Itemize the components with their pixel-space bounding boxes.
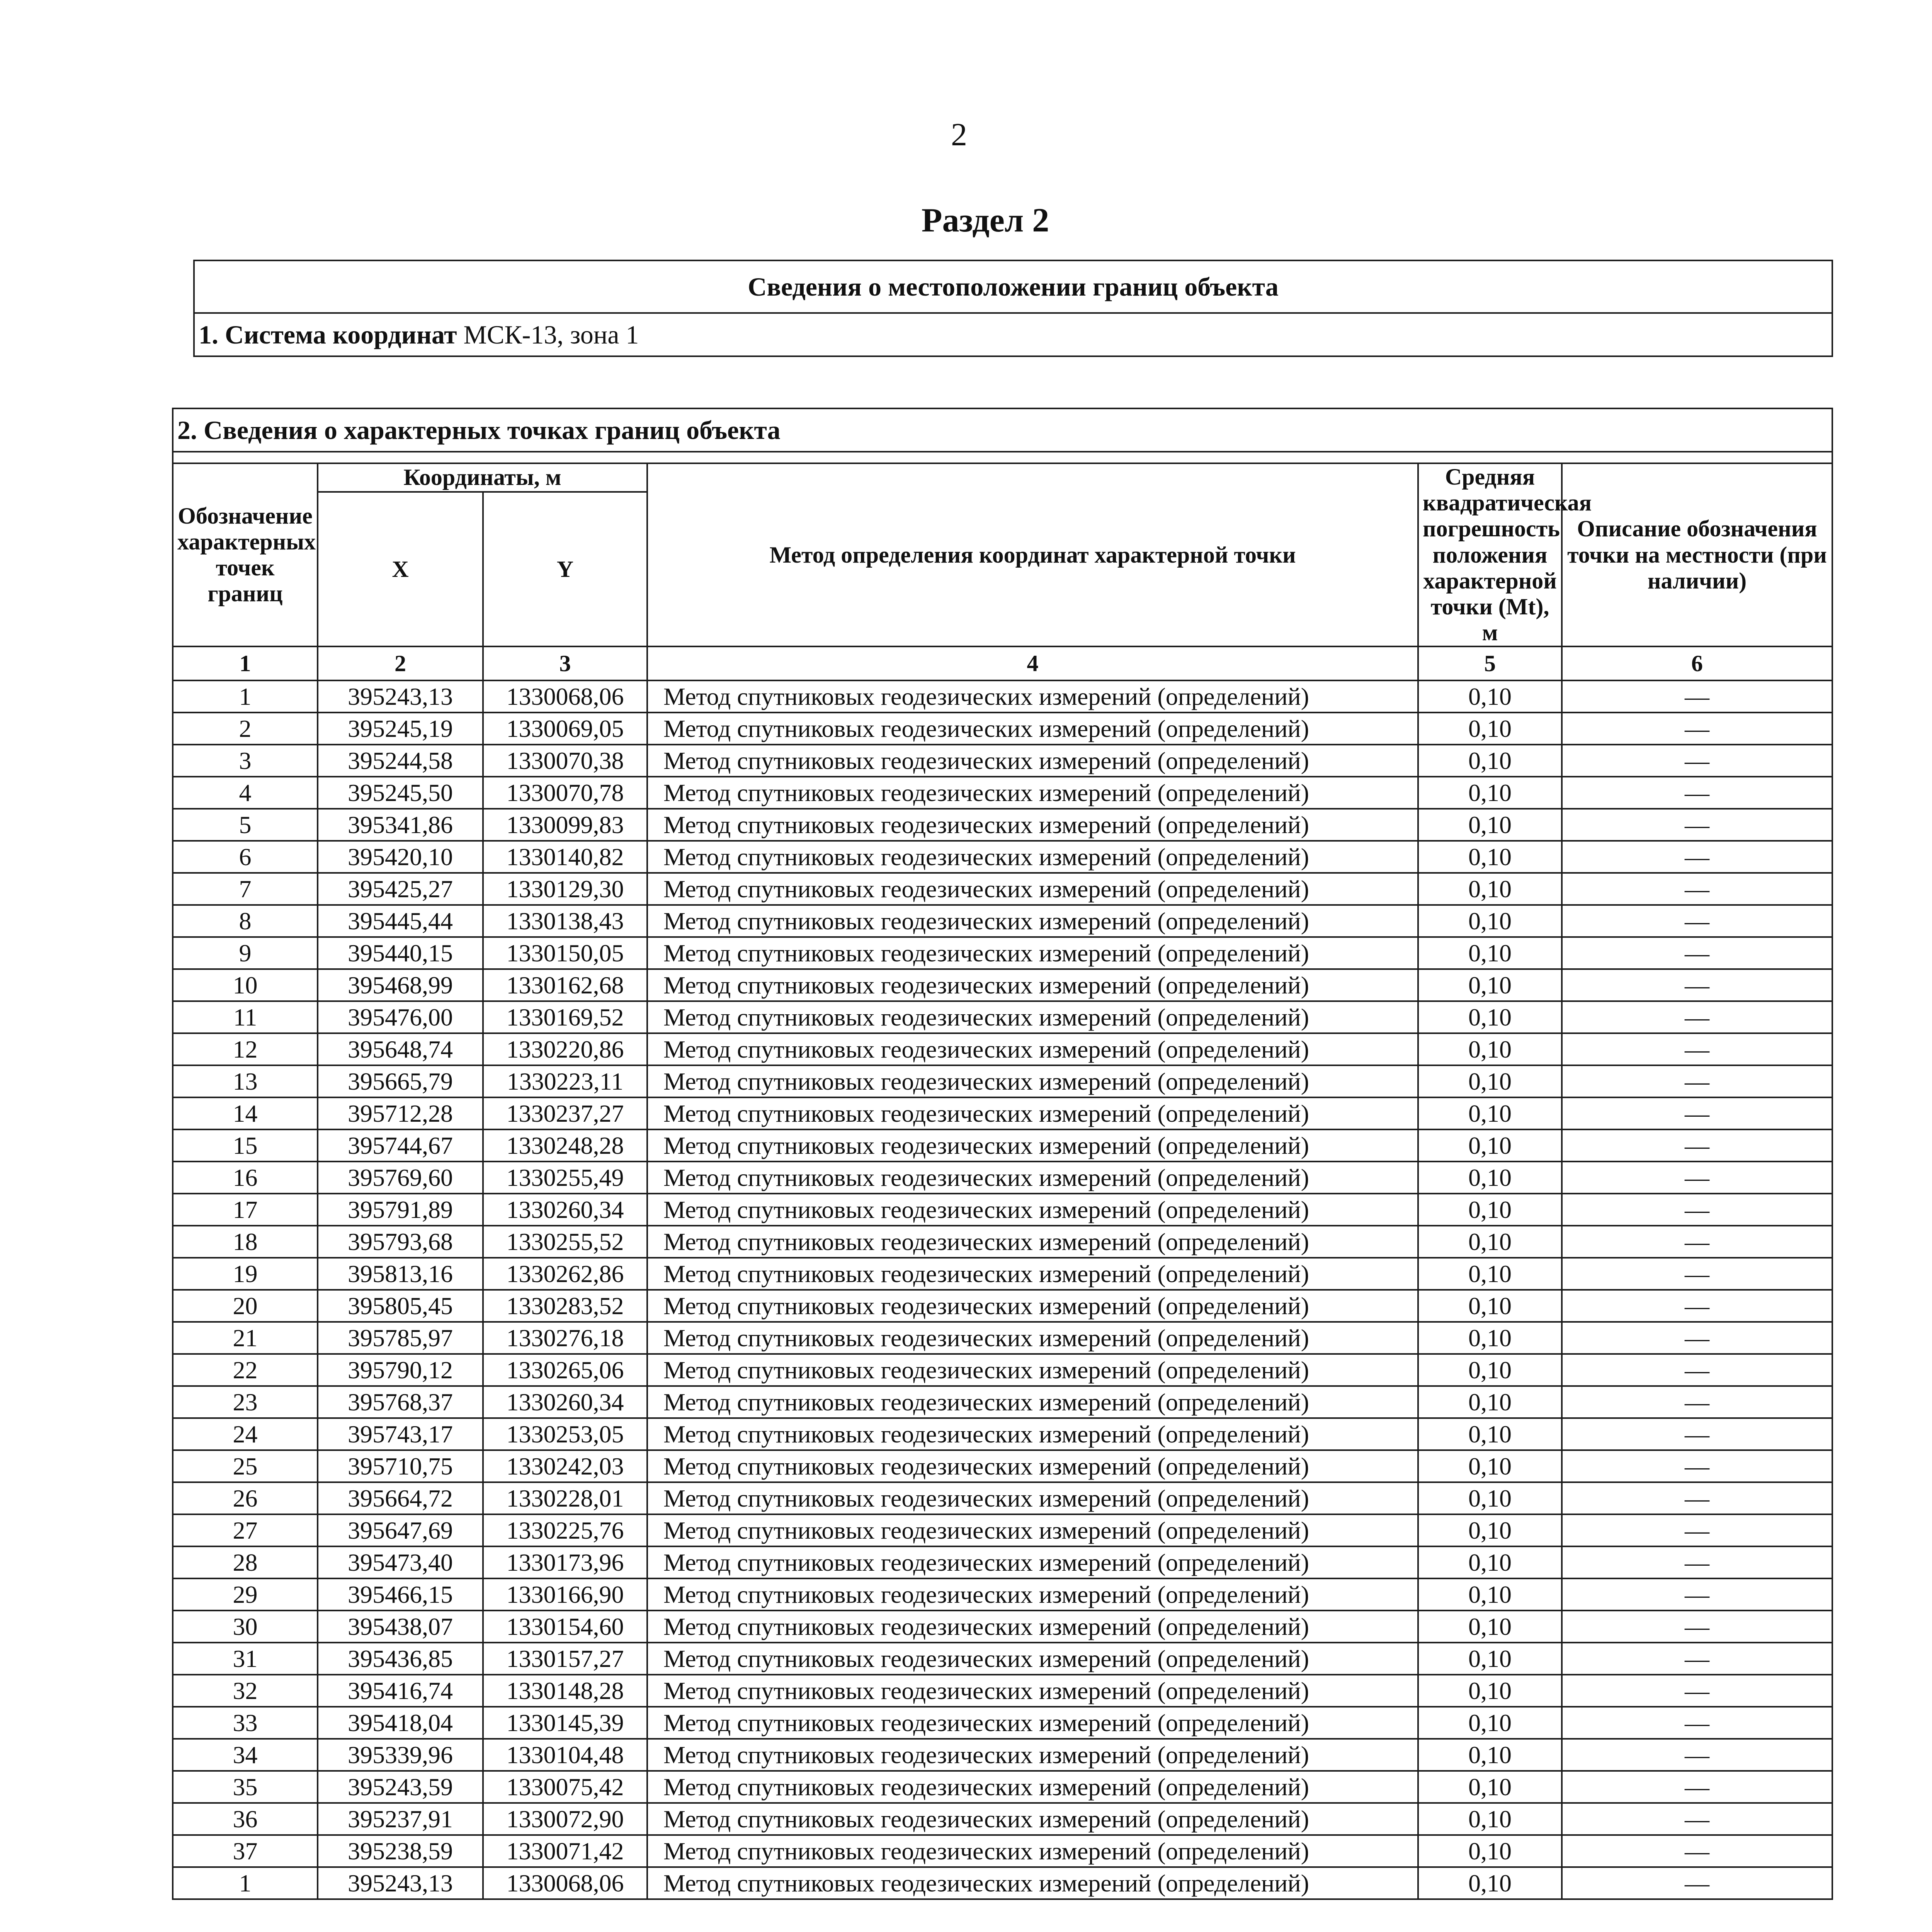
point-number: 34	[173, 1739, 318, 1771]
column-number: 5	[1418, 646, 1562, 680]
point-number: 36	[173, 1803, 318, 1835]
point-y: 1330140,82	[483, 841, 647, 873]
point-number: 29	[173, 1578, 318, 1611]
table-row	[173, 1129, 1832, 1162]
table-row	[173, 745, 1832, 777]
point-y: 1330138,43	[483, 905, 647, 937]
point-x: 395805,45	[318, 1290, 483, 1322]
point-error: 0,10	[1418, 937, 1562, 969]
table-row	[173, 1514, 1832, 1546]
point-description: —	[1562, 745, 1832, 777]
header-coords: Координаты, м	[318, 463, 647, 492]
table-row	[173, 1643, 1832, 1675]
point-x: 395468,99	[318, 969, 483, 1001]
point-description: —	[1562, 1258, 1832, 1290]
point-method: Метод спутниковых геодезических измерений (определений)	[647, 1001, 1418, 1033]
table-row	[173, 1162, 1832, 1194]
table-title: Сведения о местоположении границ объекта	[194, 260, 1832, 313]
point-x: 395769,60	[318, 1162, 483, 1194]
point-method: Метод спутниковых геодезических измерений (определений)	[647, 1033, 1418, 1065]
column-number: 4	[647, 646, 1418, 680]
header-x: X	[318, 492, 483, 646]
point-method: Метод спутниковых геодезических измерений (определений)	[647, 1065, 1418, 1097]
point-error: 0,10	[1418, 1739, 1562, 1771]
point-y: 1330220,86	[483, 1033, 647, 1065]
point-number: 12	[173, 1033, 318, 1065]
table-row	[173, 1803, 1832, 1835]
point-error: 0,10	[1418, 1194, 1562, 1226]
point-description: —	[1562, 1514, 1832, 1546]
header-error: Средняя квадратическая погрешность положения характерной точки (Mt), м	[1418, 463, 1562, 646]
point-number: 10	[173, 969, 318, 1001]
point-error: 0,10	[1418, 1258, 1562, 1290]
table-row	[173, 680, 1832, 713]
point-description: —	[1562, 1097, 1832, 1129]
point-error: 0,10	[1418, 1065, 1562, 1097]
point-method: Метод спутниковых геодезических измерений (определений)	[647, 1322, 1418, 1354]
point-number: 19	[173, 1258, 318, 1290]
point-y: 1330104,48	[483, 1739, 647, 1771]
point-error: 0,10	[1418, 1450, 1562, 1482]
point-y: 1330228,01	[483, 1482, 647, 1514]
table-row	[173, 1033, 1832, 1065]
point-error: 0,10	[1418, 905, 1562, 937]
table-row	[173, 841, 1832, 873]
point-error: 0,10	[1418, 1226, 1562, 1258]
point-number: 5	[173, 809, 318, 841]
coord-system-row	[194, 313, 1832, 356]
point-method: Метод спутниковых геодезических измерений (определений)	[647, 1675, 1418, 1707]
point-method: Метод спутниковых геодезических измерений (определений)	[647, 1194, 1418, 1226]
point-method: Метод спутниковых геодезических измерений (определений)	[647, 713, 1418, 745]
point-description: —	[1562, 1771, 1832, 1803]
point-x: 395744,67	[318, 1129, 483, 1162]
point-number: 6	[173, 841, 318, 873]
point-error: 0,10	[1418, 1675, 1562, 1707]
point-x: 395768,37	[318, 1386, 483, 1418]
point-error: 0,10	[1418, 1514, 1562, 1546]
point-x: 395710,75	[318, 1450, 483, 1482]
point-y: 1330072,90	[483, 1803, 647, 1835]
point-error: 0,10	[1418, 1611, 1562, 1643]
point-method: Метод спутниковых геодезических измерений (определений)	[647, 1450, 1418, 1482]
point-y: 1330150,05	[483, 937, 647, 969]
point-x: 395785,97	[318, 1322, 483, 1354]
point-method: Метод спутниковых геодезических измерений (определений)	[647, 841, 1418, 873]
point-y: 1330255,49	[483, 1162, 647, 1194]
point-number: 8	[173, 905, 318, 937]
point-number: 37	[173, 1835, 318, 1867]
point-x: 395813,16	[318, 1258, 483, 1290]
point-number: 14	[173, 1097, 318, 1129]
point-number: 25	[173, 1450, 318, 1482]
point-y: 1330129,30	[483, 873, 647, 905]
point-method: Метод спутниковых геодезических измерений (определений)	[647, 745, 1418, 777]
header-designation: Обозначение характерных точек границ	[173, 463, 318, 646]
point-y: 1330262,86	[483, 1258, 647, 1290]
section-title: Раздел 2	[921, 202, 1049, 239]
point-number: 1	[173, 680, 318, 713]
point-error: 0,10	[1418, 1482, 1562, 1514]
point-x: 395244,58	[318, 745, 483, 777]
point-description: —	[1562, 905, 1832, 937]
point-x: 395647,69	[318, 1514, 483, 1546]
table-row	[173, 1001, 1832, 1033]
point-description: —	[1562, 1611, 1832, 1643]
table-row	[173, 969, 1832, 1001]
table-row	[173, 1418, 1832, 1450]
point-method: Метод спутниковых геодезических измерений (определений)	[647, 1835, 1418, 1867]
point-description: —	[1562, 1322, 1832, 1354]
point-description: —	[1562, 809, 1832, 841]
table-row	[173, 1771, 1832, 1803]
point-x: 395793,68	[318, 1226, 483, 1258]
point-description: —	[1562, 1546, 1832, 1578]
coord-system-value: МСК-13, зона 1	[463, 320, 639, 349]
point-x: 395438,07	[318, 1611, 483, 1643]
point-method: Метод спутниковых геодезических измерений (определений)	[647, 1867, 1418, 1899]
point-y: 1330166,90	[483, 1578, 647, 1611]
point-y: 1330148,28	[483, 1675, 647, 1707]
point-description: —	[1562, 1675, 1832, 1707]
header-description: Описание обозначения точки на местности (при наличии)	[1562, 463, 1832, 646]
point-y: 1330255,52	[483, 1226, 647, 1258]
point-number: 18	[173, 1226, 318, 1258]
point-error: 0,10	[1418, 1771, 1562, 1803]
point-description: —	[1562, 1001, 1832, 1033]
point-number: 3	[173, 745, 318, 777]
point-error: 0,10	[1418, 1707, 1562, 1739]
table-row	[173, 1322, 1832, 1354]
point-x: 395476,00	[318, 1001, 483, 1033]
point-x: 395416,74	[318, 1675, 483, 1707]
point-y: 1330265,06	[483, 1354, 647, 1386]
point-method: Метод спутниковых геодезических измерений (определений)	[647, 809, 1418, 841]
table-row	[173, 1739, 1832, 1771]
point-x: 395420,10	[318, 841, 483, 873]
point-x: 395436,85	[318, 1643, 483, 1675]
point-method: Метод спутниковых геодезических измерений (определений)	[647, 937, 1418, 969]
point-x: 395648,74	[318, 1033, 483, 1065]
point-y: 1330099,83	[483, 809, 647, 841]
point-description: —	[1562, 1739, 1832, 1771]
object-boundaries-header-table	[193, 260, 1833, 357]
point-y: 1330283,52	[483, 1290, 647, 1322]
point-method: Метод спутниковых геодезических измерений (определений)	[647, 1258, 1418, 1290]
point-number: 24	[173, 1418, 318, 1450]
point-method: Метод спутниковых геодезических измерений (определений)	[647, 1482, 1418, 1514]
point-method: Метод спутниковых геодезических измерений (определений)	[647, 1386, 1418, 1418]
point-number: 4	[173, 777, 318, 809]
point-error: 0,10	[1418, 1322, 1562, 1354]
point-method: Метод спутниковых геодезических измерений (определений)	[647, 1546, 1418, 1578]
point-y: 1330253,05	[483, 1418, 647, 1450]
point-description: —	[1562, 969, 1832, 1001]
point-error: 0,10	[1418, 1835, 1562, 1867]
point-x: 395418,04	[318, 1707, 483, 1739]
point-description: —	[1562, 777, 1832, 809]
point-method: Метод спутниковых геодезических измерений (определений)	[647, 1129, 1418, 1162]
table-row	[173, 1065, 1832, 1097]
table-row	[173, 1867, 1832, 1899]
point-y: 1330068,06	[483, 1867, 647, 1899]
point-description: —	[1562, 1450, 1832, 1482]
page-number: 2	[951, 117, 967, 153]
point-x: 395237,91	[318, 1803, 483, 1835]
point-description: —	[1562, 1033, 1832, 1065]
point-number: 33	[173, 1707, 318, 1739]
point-method: Метод спутниковых геодезических измерений (определений)	[647, 777, 1418, 809]
point-y: 1330068,06	[483, 680, 647, 713]
point-method: Метод спутниковых геодезических измерений (определений)	[647, 1643, 1418, 1675]
point-y: 1330157,27	[483, 1643, 647, 1675]
point-method: Метод спутниковых геодезических измерений (определений)	[647, 1578, 1418, 1611]
point-description: —	[1562, 1803, 1832, 1835]
point-method: Метод спутниковых геодезических измерений (определений)	[647, 1803, 1418, 1835]
point-number: 21	[173, 1322, 318, 1354]
point-y: 1330223,11	[483, 1065, 647, 1097]
point-error: 0,10	[1418, 1386, 1562, 1418]
point-method: Метод спутниковых геодезических измерений (определений)	[647, 680, 1418, 713]
point-description: —	[1562, 1162, 1832, 1194]
point-number: 20	[173, 1290, 318, 1322]
point-description: —	[1562, 937, 1832, 969]
point-y: 1330260,34	[483, 1194, 647, 1226]
point-number: 16	[173, 1162, 318, 1194]
point-x: 395243,59	[318, 1771, 483, 1803]
table-row	[173, 905, 1832, 937]
point-method: Метод спутниковых геодезических измерений (определений)	[647, 1771, 1418, 1803]
point-description: —	[1562, 1065, 1832, 1097]
point-method: Метод спутниковых геодезических измерений (определений)	[647, 873, 1418, 905]
point-number: 30	[173, 1611, 318, 1643]
point-description: —	[1562, 1482, 1832, 1514]
header-y: Y	[483, 492, 647, 646]
point-number: 9	[173, 937, 318, 969]
point-error: 0,10	[1418, 1097, 1562, 1129]
point-number: 28	[173, 1546, 318, 1578]
column-number: 1	[173, 646, 318, 680]
point-x: 395791,89	[318, 1194, 483, 1226]
table-row	[173, 1290, 1832, 1322]
point-error: 0,10	[1418, 745, 1562, 777]
table-row	[173, 1546, 1832, 1578]
point-method: Метод спутниковых геодезических измерений (определений)	[647, 1097, 1418, 1129]
table-row	[173, 1258, 1832, 1290]
point-description: —	[1562, 1194, 1832, 1226]
point-error: 0,10	[1418, 841, 1562, 873]
points-section-title: 2. Сведения о характерных точках границ объекта	[173, 408, 1832, 452]
table-row	[173, 1354, 1832, 1386]
point-method: Метод спутниковых геодезических измерений (определений)	[647, 905, 1418, 937]
table-row	[173, 1835, 1832, 1867]
point-y: 1330225,76	[483, 1514, 647, 1546]
point-description: —	[1562, 1226, 1832, 1258]
point-error: 0,10	[1418, 1578, 1562, 1611]
point-number: 17	[173, 1194, 318, 1226]
point-number: 11	[173, 1001, 318, 1033]
point-x: 395245,50	[318, 777, 483, 809]
point-number: 15	[173, 1129, 318, 1162]
point-error: 0,10	[1418, 713, 1562, 745]
point-method: Метод спутниковых геодезических измерений (определений)	[647, 1418, 1418, 1450]
point-error: 0,10	[1418, 1290, 1562, 1322]
column-numbers-row	[173, 646, 1832, 680]
point-number: 35	[173, 1771, 318, 1803]
point-method: Метод спутниковых геодезических измерений (определений)	[647, 1162, 1418, 1194]
table-row	[173, 1386, 1832, 1418]
point-number: 7	[173, 873, 318, 905]
point-y: 1330154,60	[483, 1611, 647, 1643]
point-description: —	[1562, 1129, 1832, 1162]
point-method: Метод спутниковых геодезических измерений (определений)	[647, 1611, 1418, 1643]
point-description: —	[1562, 680, 1832, 713]
point-number: 32	[173, 1675, 318, 1707]
point-method: Метод спутниковых геодезических измерений (определений)	[647, 1226, 1418, 1258]
boundary-points-table	[172, 408, 1833, 1900]
point-description: —	[1562, 873, 1832, 905]
point-x: 395466,15	[318, 1578, 483, 1611]
table-row	[173, 713, 1832, 745]
point-description: —	[1562, 713, 1832, 745]
point-error: 0,10	[1418, 873, 1562, 905]
point-x: 395339,96	[318, 1739, 483, 1771]
point-description: —	[1562, 1386, 1832, 1418]
point-x: 395341,86	[318, 809, 483, 841]
point-method: Метод спутниковых геодезических измерений (определений)	[647, 1514, 1418, 1546]
point-error: 0,10	[1418, 1001, 1562, 1033]
point-number: 27	[173, 1514, 318, 1546]
point-x: 395473,40	[318, 1546, 483, 1578]
boundary-points-body	[173, 680, 1832, 1899]
point-y: 1330069,05	[483, 713, 647, 745]
point-method: Метод спутниковых геодезических измерений (определений)	[647, 1739, 1418, 1771]
table-row	[173, 1578, 1832, 1611]
point-y: 1330242,03	[483, 1450, 647, 1482]
point-method: Метод спутниковых геодезических измерений (определений)	[647, 1354, 1418, 1386]
point-error: 0,10	[1418, 1162, 1562, 1194]
point-description: —	[1562, 1290, 1832, 1322]
point-y: 1330173,96	[483, 1546, 647, 1578]
column-number: 3	[483, 646, 647, 680]
point-number: 23	[173, 1386, 318, 1418]
table-row	[173, 1707, 1832, 1739]
point-description: —	[1562, 1867, 1832, 1899]
point-error: 0,10	[1418, 1643, 1562, 1675]
table-row	[173, 777, 1832, 809]
point-description: —	[1562, 1643, 1832, 1675]
point-x: 395664,72	[318, 1482, 483, 1514]
point-error: 0,10	[1418, 1129, 1562, 1162]
point-y: 1330075,42	[483, 1771, 647, 1803]
point-y: 1330276,18	[483, 1322, 647, 1354]
point-error: 0,10	[1418, 1033, 1562, 1065]
point-error: 0,10	[1418, 777, 1562, 809]
point-y: 1330162,68	[483, 969, 647, 1001]
point-method: Метод спутниковых геодезических измерений (определений)	[647, 1290, 1418, 1322]
point-y: 1330070,78	[483, 777, 647, 809]
table-row	[173, 937, 1832, 969]
point-x: 395245,19	[318, 713, 483, 745]
header-method: Метод определения координат характерной точки	[647, 463, 1418, 646]
point-x: 395440,15	[318, 937, 483, 969]
point-description: —	[1562, 1578, 1832, 1611]
table-row	[173, 1194, 1832, 1226]
point-y: 1330260,34	[483, 1386, 647, 1418]
point-number: 2	[173, 713, 318, 745]
column-number: 6	[1562, 646, 1832, 680]
point-y: 1330071,42	[483, 1835, 647, 1867]
point-error: 0,10	[1418, 1354, 1562, 1386]
point-y: 1330070,38	[483, 745, 647, 777]
table-row	[173, 1097, 1832, 1129]
point-error: 0,10	[1418, 1418, 1562, 1450]
column-number: 2	[318, 646, 483, 680]
point-x: 395238,59	[318, 1835, 483, 1867]
point-description: —	[1562, 1354, 1832, 1386]
coord-system-label: 1. Система координат	[199, 320, 457, 349]
point-error: 0,10	[1418, 1546, 1562, 1578]
point-method: Метод спутниковых геодезических измерений (определений)	[647, 1707, 1418, 1739]
point-error: 0,10	[1418, 680, 1562, 713]
point-y: 1330248,28	[483, 1129, 647, 1162]
point-error: 0,10	[1418, 1803, 1562, 1835]
point-x: 395712,28	[318, 1097, 483, 1129]
point-error: 0,10	[1418, 969, 1562, 1001]
table-row	[173, 809, 1832, 841]
point-number: 22	[173, 1354, 318, 1386]
point-description: —	[1562, 1418, 1832, 1450]
point-y: 1330237,27	[483, 1097, 647, 1129]
point-x: 395790,12	[318, 1354, 483, 1386]
point-x: 395445,44	[318, 905, 483, 937]
point-description: —	[1562, 1707, 1832, 1739]
table-row	[173, 1450, 1832, 1482]
point-y: 1330145,39	[483, 1707, 647, 1739]
point-x: 395425,27	[318, 873, 483, 905]
table-row	[173, 1482, 1832, 1514]
point-x: 395665,79	[318, 1065, 483, 1097]
point-error: 0,10	[1418, 1867, 1562, 1899]
point-number: 1	[173, 1867, 318, 1899]
point-number: 13	[173, 1065, 318, 1097]
point-description: —	[1562, 841, 1832, 873]
table-row	[173, 1675, 1832, 1707]
point-x: 395743,17	[318, 1418, 483, 1450]
point-number: 31	[173, 1643, 318, 1675]
table-row	[173, 1226, 1832, 1258]
table-row	[173, 1611, 1832, 1643]
point-method: Метод спутниковых геодезических измерений (определений)	[647, 969, 1418, 1001]
point-number: 26	[173, 1482, 318, 1514]
point-error: 0,10	[1418, 809, 1562, 841]
point-x: 395243,13	[318, 680, 483, 713]
table-row	[173, 873, 1832, 905]
point-x: 395243,13	[318, 1867, 483, 1899]
point-y: 1330169,52	[483, 1001, 647, 1033]
point-description: —	[1562, 1835, 1832, 1867]
